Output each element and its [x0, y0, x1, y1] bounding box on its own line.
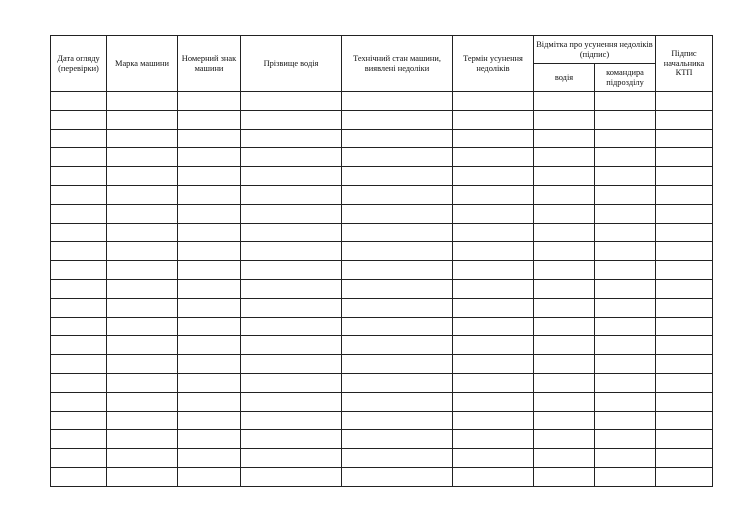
cell-condition[interactable] — [342, 185, 453, 204]
header-fix-commander: командира підрозділу — [595, 64, 656, 92]
cell-ktp-signature[interactable] — [656, 355, 713, 374]
cell-brand[interactable] — [107, 355, 178, 374]
cell-fix-commander[interactable] — [595, 336, 656, 355]
cell-deadline[interactable] — [453, 167, 534, 186]
cell-fix-commander[interactable] — [595, 204, 656, 223]
cell-fix-driver[interactable] — [534, 185, 595, 204]
cell-plate[interactable] — [178, 223, 241, 242]
cell-deadline[interactable] — [453, 298, 534, 317]
header-ktp-signature: Підпис начальника КТП — [656, 36, 713, 92]
cell-date[interactable] — [51, 449, 107, 468]
cell-date[interactable] — [51, 204, 107, 223]
cell-deadline[interactable] — [453, 336, 534, 355]
cell-driver[interactable] — [241, 411, 342, 430]
cell-driver[interactable] — [241, 336, 342, 355]
cell-driver[interactable] — [241, 242, 342, 261]
cell-deadline[interactable] — [453, 204, 534, 223]
cell-plate[interactable] — [178, 148, 241, 167]
cell-brand[interactable] — [107, 392, 178, 411]
cell-deadline[interactable] — [453, 279, 534, 298]
cell-brand[interactable] — [107, 411, 178, 430]
cell-ktp-signature[interactable] — [656, 167, 713, 186]
cell-date[interactable] — [51, 110, 107, 129]
cell-fix-driver[interactable] — [534, 336, 595, 355]
cell-plate[interactable] — [178, 336, 241, 355]
cell-fix-commander[interactable] — [595, 185, 656, 204]
cell-condition[interactable] — [342, 355, 453, 374]
table-row — [51, 467, 713, 486]
cell-condition[interactable] — [342, 298, 453, 317]
cell-deadline[interactable] — [453, 411, 534, 430]
cell-condition[interactable] — [342, 129, 453, 148]
cell-deadline[interactable] — [453, 110, 534, 129]
cell-condition[interactable] — [342, 411, 453, 430]
cell-ktp-signature[interactable] — [656, 223, 713, 242]
cell-deadline[interactable] — [453, 223, 534, 242]
table-row — [51, 373, 713, 392]
vehicle-inspection-log-table — [50, 35, 713, 487]
cell-driver[interactable] — [241, 355, 342, 374]
cell-plate[interactable] — [178, 467, 241, 486]
cell-fix-driver[interactable] — [534, 298, 595, 317]
table-row — [51, 261, 713, 280]
cell-fix-driver[interactable] — [534, 242, 595, 261]
cell-fix-driver[interactable] — [534, 430, 595, 449]
cell-ktp-signature[interactable] — [656, 317, 713, 336]
cell-deadline[interactable] — [453, 467, 534, 486]
cell-fix-commander[interactable] — [595, 167, 656, 186]
cell-date[interactable] — [51, 148, 107, 167]
cell-plate[interactable] — [178, 204, 241, 223]
cell-condition[interactable] — [342, 92, 453, 111]
cell-fix-commander[interactable] — [595, 449, 656, 468]
cell-date[interactable] — [51, 129, 107, 148]
cell-fix-driver[interactable] — [534, 411, 595, 430]
cell-ktp-signature[interactable] — [656, 242, 713, 261]
table-row — [51, 242, 713, 261]
cell-condition[interactable] — [342, 223, 453, 242]
table-body — [51, 92, 713, 487]
cell-driver[interactable] — [241, 279, 342, 298]
cell-date[interactable] — [51, 467, 107, 486]
table-row — [51, 317, 713, 336]
cell-plate[interactable] — [178, 167, 241, 186]
cell-fix-driver[interactable] — [534, 392, 595, 411]
cell-date[interactable] — [51, 411, 107, 430]
cell-driver[interactable] — [241, 430, 342, 449]
cell-date[interactable] — [51, 392, 107, 411]
table-row — [51, 411, 713, 430]
cell-date[interactable] — [51, 298, 107, 317]
cell-fix-commander[interactable] — [595, 92, 656, 111]
cell-condition[interactable] — [342, 167, 453, 186]
cell-ktp-signature[interactable] — [656, 373, 713, 392]
table-row — [51, 392, 713, 411]
cell-brand[interactable] — [107, 298, 178, 317]
cell-ktp-signature[interactable] — [656, 430, 713, 449]
cell-fix-commander[interactable] — [595, 355, 656, 374]
cell-brand[interactable] — [107, 129, 178, 148]
cell-fix-commander[interactable] — [595, 279, 656, 298]
cell-date[interactable] — [51, 242, 107, 261]
header-fix-deadline: Термін усунення недоліків — [453, 36, 534, 92]
cell-deadline[interactable] — [453, 392, 534, 411]
cell-fix-driver[interactable] — [534, 129, 595, 148]
cell-deadline[interactable] — [453, 261, 534, 280]
cell-driver[interactable] — [241, 92, 342, 111]
cell-fix-commander[interactable] — [595, 392, 656, 411]
cell-driver[interactable] — [241, 204, 342, 223]
cell-ktp-signature[interactable] — [656, 148, 713, 167]
cell-brand[interactable] — [107, 185, 178, 204]
cell-condition[interactable] — [342, 148, 453, 167]
cell-driver[interactable] — [241, 129, 342, 148]
cell-ktp-signature[interactable] — [656, 336, 713, 355]
cell-plate[interactable] — [178, 317, 241, 336]
cell-deadline[interactable] — [453, 317, 534, 336]
cell-fix-driver[interactable] — [534, 223, 595, 242]
cell-condition[interactable] — [342, 336, 453, 355]
cell-date[interactable] — [51, 430, 107, 449]
cell-condition[interactable] — [342, 110, 453, 129]
header-fix-driver: водія — [534, 64, 595, 92]
cell-deadline[interactable] — [453, 449, 534, 468]
cell-fix-commander[interactable] — [595, 242, 656, 261]
cell-deadline[interactable] — [453, 430, 534, 449]
cell-ktp-signature[interactable] — [656, 279, 713, 298]
cell-condition[interactable] — [342, 430, 453, 449]
cell-fix-driver[interactable] — [534, 110, 595, 129]
cell-condition[interactable] — [342, 204, 453, 223]
table-row — [51, 92, 713, 111]
cell-fix-driver[interactable] — [534, 373, 595, 392]
cell-driver[interactable] — [241, 317, 342, 336]
table-row — [51, 129, 713, 148]
cell-brand[interactable] — [107, 110, 178, 129]
cell-ktp-signature[interactable] — [656, 110, 713, 129]
cell-driver[interactable] — [241, 467, 342, 486]
cell-brand[interactable] — [107, 449, 178, 468]
cell-plate[interactable] — [178, 449, 241, 468]
cell-deadline[interactable] — [453, 355, 534, 374]
table-row — [51, 223, 713, 242]
cell-brand[interactable] — [107, 148, 178, 167]
cell-ktp-signature[interactable] — [656, 449, 713, 468]
cell-condition[interactable] — [342, 242, 453, 261]
cell-date[interactable] — [51, 261, 107, 280]
header-license-plate: Номерний знак машини — [178, 36, 241, 92]
table-row — [51, 430, 713, 449]
cell-fix-driver[interactable] — [534, 467, 595, 486]
cell-fix-commander[interactable] — [595, 223, 656, 242]
cell-driver[interactable] — [241, 373, 342, 392]
cell-ktp-signature[interactable] — [656, 298, 713, 317]
cell-condition[interactable] — [342, 261, 453, 280]
cell-driver[interactable] — [241, 261, 342, 280]
table-row — [51, 167, 713, 186]
cell-plate[interactable] — [178, 411, 241, 430]
cell-deadline[interactable] — [453, 242, 534, 261]
cell-plate[interactable] — [178, 298, 241, 317]
cell-condition[interactable] — [342, 449, 453, 468]
cell-fix-driver[interactable] — [534, 355, 595, 374]
cell-plate[interactable] — [178, 392, 241, 411]
cell-ktp-signature[interactable] — [656, 467, 713, 486]
cell-fix-commander[interactable] — [595, 298, 656, 317]
cell-driver[interactable] — [241, 167, 342, 186]
table-row — [51, 355, 713, 374]
cell-fix-commander[interactable] — [595, 411, 656, 430]
header-technical-condition: Технічний стан машини, виявлені недоліки — [342, 36, 453, 92]
header-date: Дата огляду (перевірки) — [51, 36, 107, 92]
cell-driver[interactable] — [241, 449, 342, 468]
cell-brand[interactable] — [107, 279, 178, 298]
cell-ktp-signature[interactable] — [656, 92, 713, 111]
cell-deadline[interactable] — [453, 148, 534, 167]
cell-driver[interactable] — [241, 392, 342, 411]
cell-condition[interactable] — [342, 467, 453, 486]
cell-ktp-signature[interactable] — [656, 392, 713, 411]
cell-date[interactable] — [51, 373, 107, 392]
cell-date[interactable] — [51, 336, 107, 355]
cell-condition[interactable] — [342, 317, 453, 336]
table-row — [51, 336, 713, 355]
cell-plate[interactable] — [178, 185, 241, 204]
cell-brand[interactable] — [107, 167, 178, 186]
table-row — [51, 279, 713, 298]
cell-brand[interactable] — [107, 223, 178, 242]
cell-brand[interactable] — [107, 373, 178, 392]
table-row — [51, 110, 713, 129]
cell-fix-commander[interactable] — [595, 467, 656, 486]
cell-brand[interactable] — [107, 467, 178, 486]
header-fix-mark: Відмітка про усунення недоліків (підпис) — [534, 36, 656, 64]
cell-condition[interactable] — [342, 279, 453, 298]
cell-fix-driver[interactable] — [534, 167, 595, 186]
cell-ktp-signature[interactable] — [656, 411, 713, 430]
cell-plate[interactable] — [178, 430, 241, 449]
cell-fix-driver[interactable] — [534, 148, 595, 167]
cell-fix-driver[interactable] — [534, 279, 595, 298]
cell-fix-commander[interactable] — [595, 129, 656, 148]
cell-driver[interactable] — [241, 223, 342, 242]
cell-deadline[interactable] — [453, 185, 534, 204]
cell-plate[interactable] — [178, 261, 241, 280]
cell-brand[interactable] — [107, 261, 178, 280]
table-row — [51, 204, 713, 223]
cell-condition[interactable] — [342, 392, 453, 411]
cell-fix-commander[interactable] — [595, 317, 656, 336]
cell-ktp-signature[interactable] — [656, 204, 713, 223]
cell-fix-driver[interactable] — [534, 92, 595, 111]
cell-fix-commander[interactable] — [595, 148, 656, 167]
header-vehicle-brand: Марка машини — [107, 36, 178, 92]
cell-ktp-signature[interactable] — [656, 129, 713, 148]
cell-plate[interactable] — [178, 129, 241, 148]
cell-fix-driver[interactable] — [534, 261, 595, 280]
table-row — [51, 298, 713, 317]
cell-date[interactable] — [51, 279, 107, 298]
cell-plate[interactable] — [178, 373, 241, 392]
cell-driver[interactable] — [241, 185, 342, 204]
cell-deadline[interactable] — [453, 373, 534, 392]
cell-fix-driver[interactable] — [534, 449, 595, 468]
cell-fix-commander[interactable] — [595, 430, 656, 449]
cell-condition[interactable] — [342, 373, 453, 392]
cell-fix-commander[interactable] — [595, 373, 656, 392]
cell-date[interactable] — [51, 92, 107, 111]
cell-plate[interactable] — [178, 279, 241, 298]
cell-brand[interactable] — [107, 92, 178, 111]
cell-date[interactable] — [51, 317, 107, 336]
cell-brand[interactable] — [107, 317, 178, 336]
cell-driver[interactable] — [241, 148, 342, 167]
cell-deadline[interactable] — [453, 129, 534, 148]
cell-fix-driver[interactable] — [534, 204, 595, 223]
cell-date[interactable] — [51, 185, 107, 204]
cell-ktp-signature[interactable] — [656, 185, 713, 204]
cell-brand[interactable] — [107, 336, 178, 355]
cell-plate[interactable] — [178, 110, 241, 129]
cell-fix-commander[interactable] — [595, 110, 656, 129]
table-row — [51, 449, 713, 468]
cell-plate[interactable] — [178, 92, 241, 111]
cell-driver[interactable] — [241, 298, 342, 317]
cell-ktp-signature[interactable] — [656, 261, 713, 280]
table-row — [51, 148, 713, 167]
cell-deadline[interactable] — [453, 92, 534, 111]
cell-brand[interactable] — [107, 242, 178, 261]
cell-date[interactable] — [51, 223, 107, 242]
cell-plate[interactable] — [178, 242, 241, 261]
cell-fix-driver[interactable] — [534, 317, 595, 336]
cell-date[interactable] — [51, 167, 107, 186]
cell-brand[interactable] — [107, 204, 178, 223]
cell-date[interactable] — [51, 355, 107, 374]
cell-fix-commander[interactable] — [595, 261, 656, 280]
cell-brand[interactable] — [107, 430, 178, 449]
header-driver-surname: Прізвище водія — [241, 36, 342, 92]
table-row — [51, 185, 713, 204]
cell-driver[interactable] — [241, 110, 342, 129]
cell-plate[interactable] — [178, 355, 241, 374]
